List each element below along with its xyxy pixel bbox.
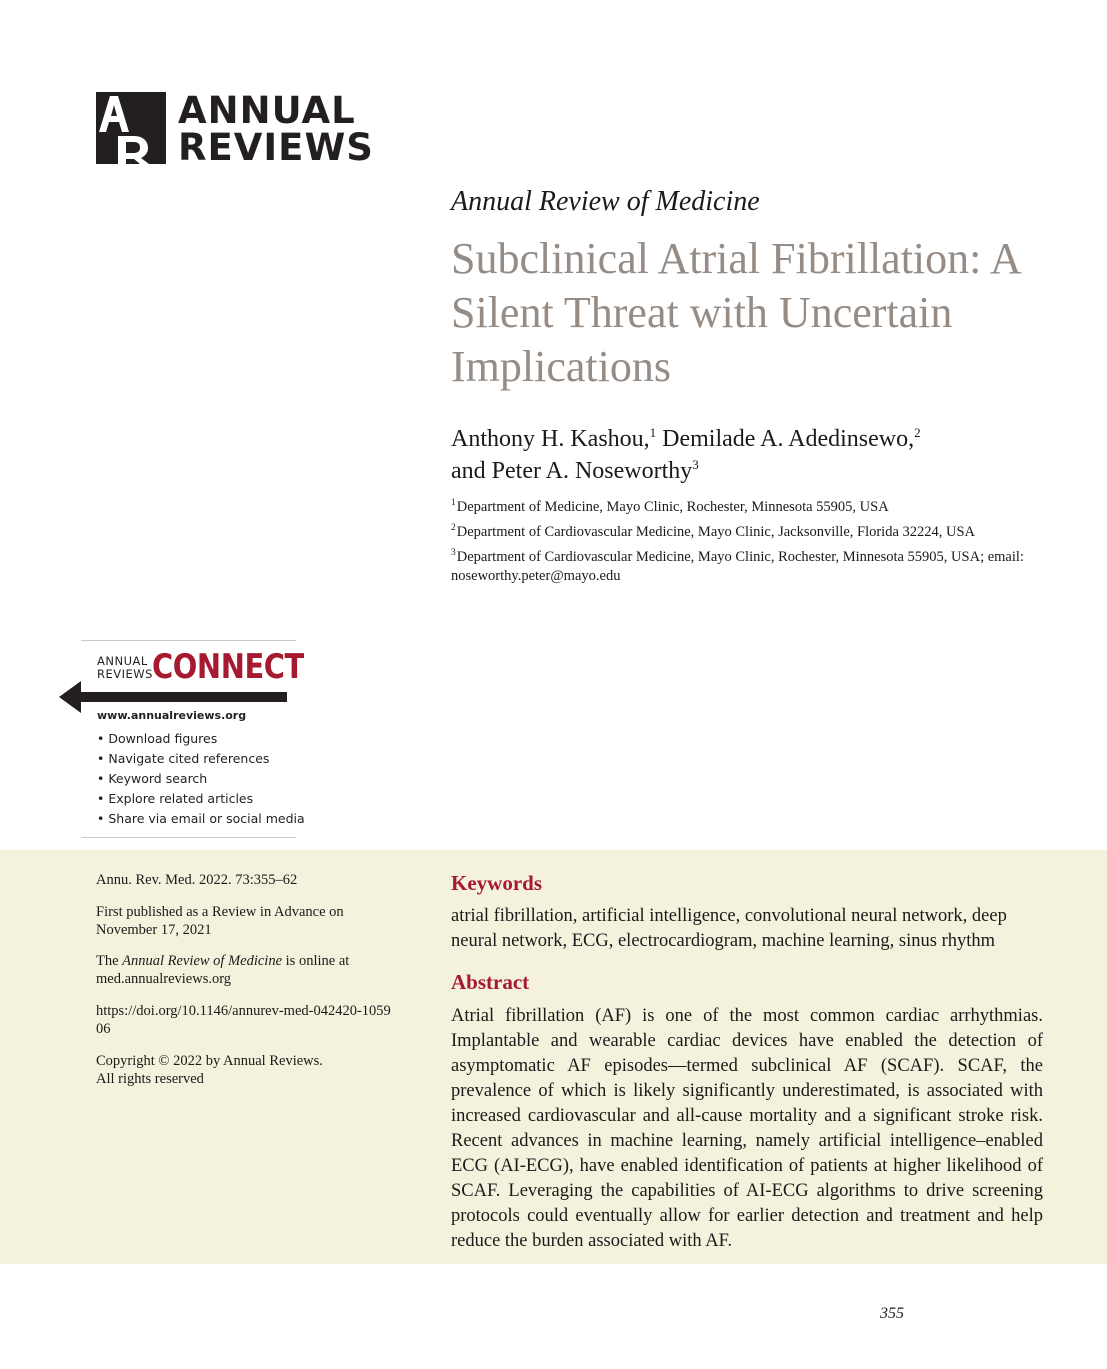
online-note-journal: Annual Review of Medicine <box>122 953 283 969</box>
connect-logo-line2: REVIEWS <box>97 667 153 681</box>
author-affiliation-number: 2 <box>914 425 921 440</box>
online-note-suffix: is online at med.annualreviews.org <box>96 953 350 987</box>
author-affiliation-number: 1 <box>649 425 657 440</box>
affiliation-text: Department of Medicine, Mayo Clinic, Rochester, Minnesota 55905, USA <box>456 499 889 515</box>
affiliation-number: 3 <box>451 548 456 559</box>
author-name: and Peter A. Noseworthy <box>451 458 693 484</box>
affiliation <box>451 523 1071 542</box>
connect-url-link[interactable]: www.annualreviews.org <box>97 709 247 722</box>
author-name: Anthony H. Kashou, <box>451 426 650 452</box>
connect-feature-item: • Keyword search <box>97 771 208 786</box>
connect-feature-item: • Explore related articles <box>97 791 254 806</box>
connect-feature-item: • Share via email or social media <box>97 811 305 826</box>
annual-reviews-logo-mark <box>96 92 166 164</box>
affiliation <box>451 498 1071 517</box>
logo-word-annual: ANNUAL <box>178 89 356 132</box>
abstract-heading: Abstract <box>451 970 530 994</box>
abstract-text: Atrial fibrillation (AF) is one of the most common cardiac arrhythmias. Implantable and wearable cardiac devices have enabled the detection of asymptomatic AF episodes—termed subclinical AF (SCAF). SCAF, the prevalence of which is likely significantly underestimated, is associated with increased cardiovascular and all-cause mortality and a significant stroke risk. Recent advances in machine learning, namely artificial intelligence–enabled ECG (AI-ECG), have enabled identification of patients at higher likelihood of SCAF. Leveraging the capabilities of AI-ECG algorithms to drive screening protocols could eventually allow for earlier detection and treatment and help reduce the burden associated with AF. <box>451 1006 1043 1251</box>
connect-logo-small <box>97 655 153 681</box>
annual-reviews-logo <box>96 89 376 169</box>
keywords-heading: Keywords <box>451 871 542 895</box>
first-published-note: First published as a Review in Advance on November 17, 2021 <box>96 904 344 938</box>
connect-wordmark: CONNECT <box>152 647 304 687</box>
doi-link[interactable]: https://doi.org/10.1146/annurev-med-042420-105906 <box>96 1003 391 1037</box>
citation: Annu. Rev. Med. 2022. 73:355–62 <box>96 872 298 888</box>
author-list <box>451 423 1071 487</box>
affiliation-text: Department of Cardiovascular Medicine, Mayo Clinic, Rochester, Minnesota 55905, USA; email: noseworthy.peter@mayo.edu <box>451 549 1024 584</box>
affiliation-number: 1 <box>451 498 456 509</box>
author-name: Demilade A. Adedinsewo, <box>662 426 915 452</box>
journal-name: Annual Review of Medicine <box>451 186 760 217</box>
copyright-note <box>96 1052 396 1088</box>
connect-feature-item: • Download figures <box>97 731 218 746</box>
connect-feature-item: • Navigate cited references <box>97 751 270 766</box>
author-affiliation-number: 3 <box>692 457 699 472</box>
logo-word-reviews: REVIEWS <box>178 126 374 169</box>
copyright-rights: All rights reserved <box>96 1071 204 1087</box>
keywords-text: atrial fibrillation, artificial intelligence, convolutional neural network, deep neural network, ECG, electrocardiogram, machine learning, sinus rhythm <box>451 906 1007 951</box>
affiliation <box>451 548 1071 586</box>
page-number: 355 <box>880 1305 904 1322</box>
connect-feature-list <box>97 729 305 829</box>
affiliation-number: 2 <box>451 523 456 534</box>
article-title: Subclinical Atrial Fibrillation: A Silent Threat with Uncertain Implications <box>451 234 1020 391</box>
connect-logo-line1: ANNUAL <box>97 654 148 668</box>
copyright-line: Copyright © 2022 by Annual Reviews. <box>96 1053 323 1069</box>
online-note-prefix: The <box>96 953 123 969</box>
online-note <box>96 952 396 988</box>
affiliation-text: Department of Cardiovascular Medicine, Mayo Clinic, Jacksonville, Florida 32224, USA <box>456 524 976 540</box>
annual-reviews-connect-box <box>81 640 305 838</box>
